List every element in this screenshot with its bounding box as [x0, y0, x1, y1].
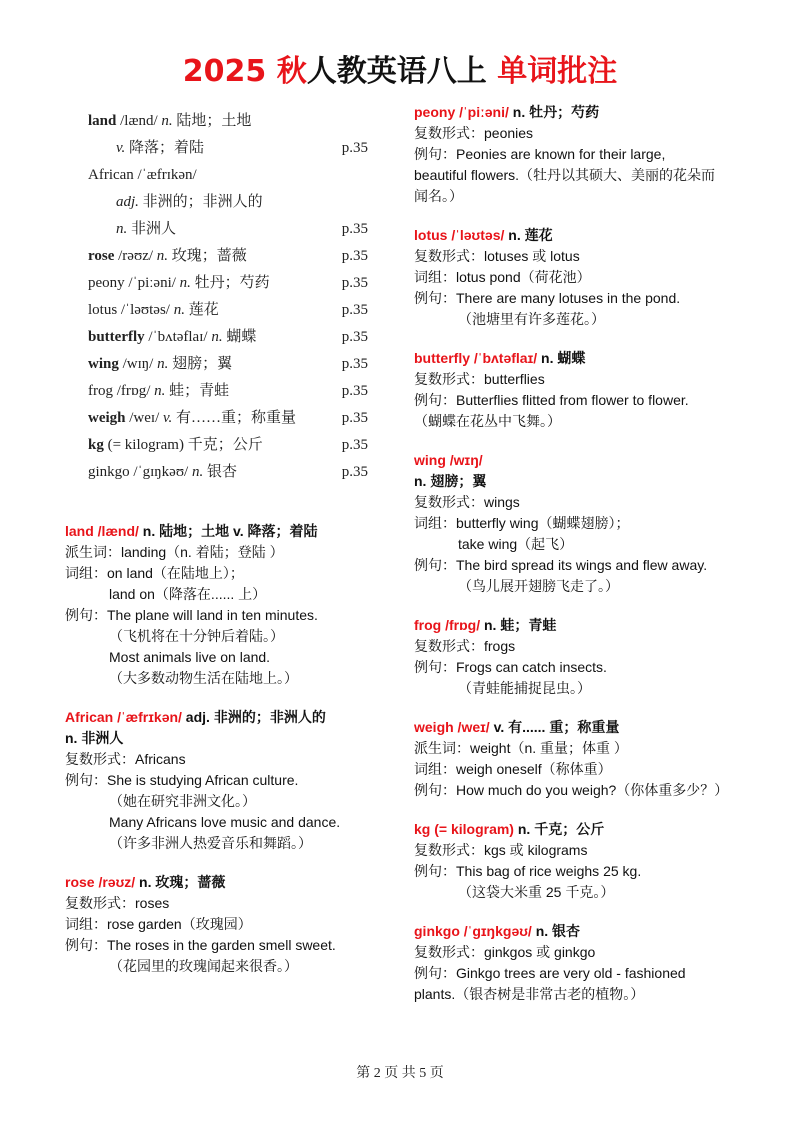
entry-african: African /ˈæfrɪkən/ adj. 非洲的；非洲人的 n. 非洲人 复数形式：Africans 例句：She is studying African culture. （她在研究非洲文化。） Many Africans love music and dance. （许多非洲人热爱音乐和舞蹈。）	[65, 707, 395, 854]
wordlist-row-ginkgo: ginkgo /ˈgɪŋkəʊ/ n. 银杏 p.35	[88, 459, 378, 486]
page-ref: p.35	[341, 464, 368, 480]
entry-ginkgo: ginkgo /ˈgɪŋkgəʊ/ n. 银杏 复数形式：ginkgos 或 ginkgo 例句：Ginkgo trees are very old - fashioned plants.（银杏树是非常古老的植物。）	[414, 921, 764, 1005]
wordlist-row-land: land /lænd/ n. 陆地；土地	[88, 113, 252, 129]
entry-heading: kg (= kilogram) n. 千克；公斤	[414, 821, 605, 837]
page-ref: p.35	[341, 329, 368, 345]
entry-heading: wing /wɪŋ/	[414, 452, 483, 468]
page-title	[0, 52, 800, 92]
entry-heading: butterfly /ˈbʌtəflaɪ/ n. 蝴蝶	[414, 350, 586, 366]
word-list	[88, 108, 378, 486]
wordlist-row-african-adj: adj. 非洲的；非洲人的	[116, 194, 263, 210]
wordlist-row-weigh: weigh /weɪ/ v. 有……重；称重量 p.35	[88, 405, 378, 432]
entry-land: land /lænd/ n. 陆地；土地 v. 降落；着陆 派生词：landing（n. 着陆；登陆 ） 词组：on land（在陆地上）； land on（降落在...... 上） 例句：The plane will land in ten minutes. （飞机将在十分钟后着陆。） Most animals live on land. （大多数动物生活在陆地上。）	[65, 521, 395, 689]
title-year: 2025 秋	[182, 54, 307, 89]
page-ref: p.35	[341, 248, 368, 264]
wordlist-row-frog: frog /frɒg/ n. 蛙；青蛙 p.35	[88, 378, 378, 405]
title-textbook: 人教英语八上	[306, 54, 487, 89]
page-ref: p.35	[341, 275, 368, 291]
right-annotation-column	[414, 102, 764, 1023]
wordlist-row-african-noun: n. 非洲人 p.35	[88, 216, 378, 243]
left-annotation-column	[65, 521, 395, 995]
entry-heading: lotus /ˈləʊtəs/ n. 莲花	[414, 227, 553, 243]
page-ref: p.35	[341, 221, 368, 237]
wordlist-row-rose: rose /rəʊz/ n. 玫瑰；蔷薇 p.35	[88, 243, 378, 270]
entry-heading: peony /ˈpiːəni/ n. 牡丹；芍药	[414, 104, 600, 120]
entry-heading: weigh /weɪ/ v. 有...... 重；称重量	[414, 719, 620, 735]
entry-peony: peony /ˈpiːəni/ n. 牡丹；芍药 复数形式：peonies 例句：Peonies are known for their large, beautiful flowers.（牡丹以其硕大、美丽的花朵而 闻名。）	[414, 102, 764, 207]
wordlist-row-butterfly: butterfly /ˈbʌtəflaɪ/ n. 蝴蝶 p.35	[88, 324, 378, 351]
entry-kg: kg (= kilogram) n. 千克；公斤 复数形式：kgs 或 kilograms 例句：This bag of rice weighs 25 kg. （这袋大米重 25 千克。）	[414, 819, 764, 903]
entry-wing: wing /wɪŋ/ n. 翅膀；翼 复数形式：wings 词组：butterfly wing（蝴蝶翅膀）； take wing（起飞） 例句：The bird spread its wings and flew away. （鸟儿展开翅膀飞走了。）	[414, 450, 764, 597]
wordlist-row-peony: peony /ˈpiːəni/ n. 牡丹；芍药 p.35	[88, 270, 378, 297]
wordlist-row-wing: wing /wɪŋ/ n. 翅膀；翼 p.35	[88, 351, 378, 378]
entry-rose: rose /rəʊz/ n. 玫瑰；蔷薇 复数形式：roses 词组：rose garden（玫瑰园） 例句：The roses in the garden smell sweet. （花园里的玫瑰闻起来很香。）	[65, 872, 395, 977]
page-ref: p.35	[341, 140, 368, 156]
entry-heading: rose /rəʊz/ n. 玫瑰；蔷薇	[65, 874, 226, 890]
entry-heading: ginkgo /ˈgɪŋkgəʊ/ n. 银杏	[414, 923, 581, 939]
entry-frog: frog /frɒg/ n. 蛙；青蛙 复数形式：frogs 例句：Frogs can catch insects. （青蛙能捕捉昆虫。）	[414, 615, 764, 699]
wordlist-row-african: African /ˈæfrɪkən/	[88, 167, 197, 183]
page-ref: p.35	[341, 383, 368, 399]
entry-butterfly: butterfly /ˈbʌtəflaɪ/ n. 蝴蝶 复数形式：butterflies 例句：Butterflies flitted from flower to flower. （蝴蝶在花丛中飞舞。）	[414, 348, 764, 432]
wordlist-row-land-verb: v. 降落；着陆 p.35	[88, 135, 378, 162]
page-ref: p.35	[341, 410, 368, 426]
wordlist-row-lotus: lotus /ˈləʊtəs/ n. 莲花 p.35	[88, 297, 378, 324]
page-footer: 第 2 页 共 5 页	[356, 1066, 444, 1081]
entry-heading: frog /frɒg/ n. 蛙；青蛙	[414, 617, 557, 633]
entry-heading: land /lænd/ n. 陆地；土地 v. 降落；着陆	[65, 523, 318, 539]
entry-weigh: weigh /weɪ/ v. 有...... 重；称重量 派生词：weight（n. 重量；体重 ） 词组：weigh oneself（称体重） 例句：How much do you weigh?（你体重多少？）	[414, 717, 764, 801]
entry-heading: African /ˈæfrɪkən/ adj. 非洲的；非洲人的	[65, 709, 326, 725]
entry-lotus: lotus /ˈləʊtəs/ n. 莲花 复数形式：lotuses 或 lotus 词组：lotus pond（荷花池） 例句：There are many lotuses in the pond. （池塘里有许多莲花。）	[414, 225, 764, 330]
wordlist-row-kg: kg (= kilogram) 千克；公斤 p.35	[88, 432, 378, 459]
title-topic: 单词批注	[497, 54, 618, 89]
page-ref: p.35	[341, 437, 368, 453]
page-ref: p.35	[341, 302, 368, 318]
page-ref: p.35	[341, 356, 368, 372]
